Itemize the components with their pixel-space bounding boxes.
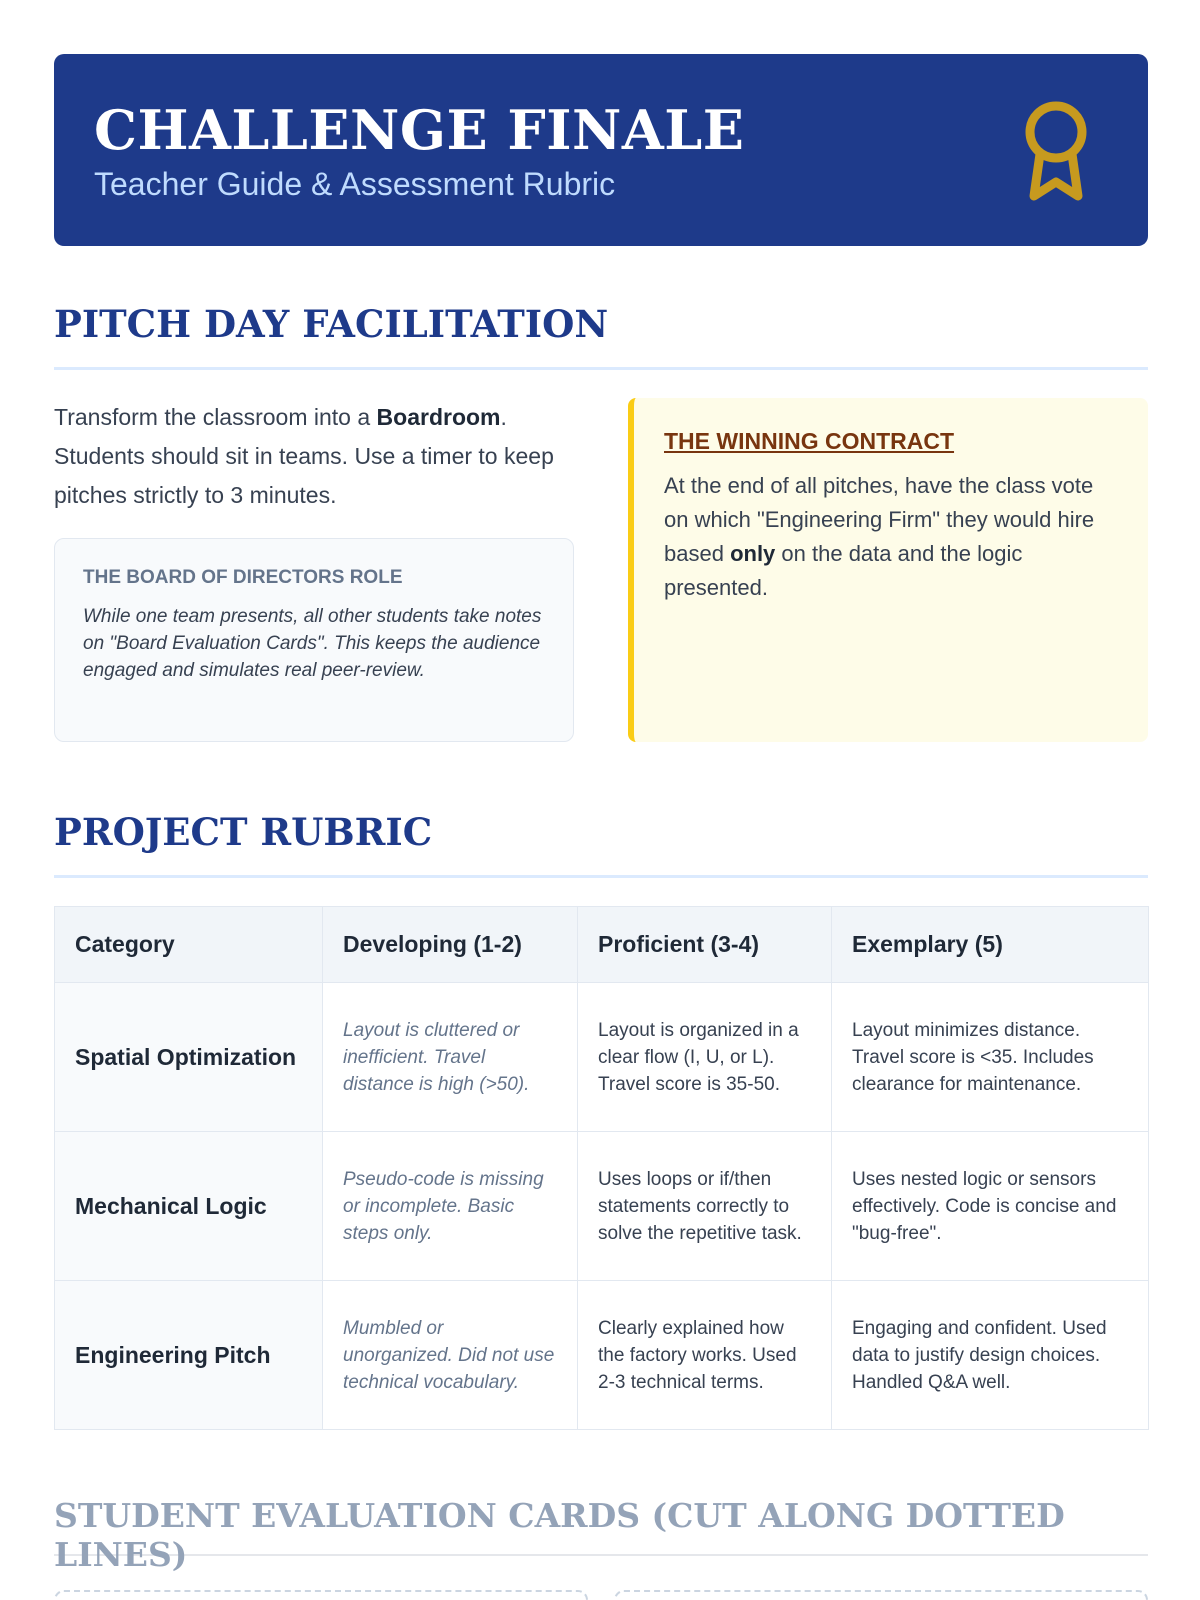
table-row <box>55 983 1149 1132</box>
intro-bold-term: Boardroom <box>376 404 501 430</box>
contract-box-title: THE WINNING CONTRACT <box>664 428 955 454</box>
evaluation-card-outline <box>54 1590 588 1600</box>
rubric-proficient-cell: Uses loops or if/then statements correctly to solve the repetitive task. <box>578 1132 832 1281</box>
rubric-category-cell: Engineering Pitch <box>55 1281 323 1430</box>
board-of-directors-box <box>54 538 574 742</box>
rubric-developing-cell: Layout is cluttered or inefficient. Travel distance is high (>50). <box>323 983 578 1132</box>
table-row <box>55 1281 1149 1430</box>
header-category: Category <box>55 907 323 983</box>
intro-text-part2: . Students should sit in teams. Use a timer to keep pitches strictly to 3 minutes. <box>54 404 554 508</box>
winning-contract-box <box>628 398 1148 742</box>
evaluation-cards-heading: STUDENT EVALUATION CARDS (CUT ALONG DOTTED LINES) <box>54 1496 1148 1556</box>
table-row <box>55 1132 1149 1281</box>
rubric-header-row <box>55 907 1149 983</box>
intro-text-part1: Transform the classroom into a <box>54 404 377 430</box>
rubric-exemplary-cell: Engaging and confident. Used data to justify design choices. Handled Q&A well. <box>832 1281 1149 1430</box>
rubric-exemplary-cell: Layout minimizes distance. Travel score is <35. Includes clearance for maintenance. <box>832 983 1149 1132</box>
evaluation-card-outline <box>614 1590 1148 1600</box>
rubric-proficient-cell: Layout is organized in a clear flow (I, U, or L). Travel score is 35-50. <box>578 983 832 1132</box>
header-exemplary: Exemplary (5) <box>832 907 1149 983</box>
title-banner <box>54 54 1148 246</box>
facilitation-intro <box>54 398 564 515</box>
rubric-heading: PROJECT RUBRIC <box>54 810 1148 878</box>
page-subtitle: Teacher Guide & Assessment Rubric <box>94 166 616 202</box>
header-proficient: Proficient (3-4) <box>578 907 832 983</box>
board-box-text: While one team presents, all other students take notes on "Board Evaluation Cards". This keeps the audience engaged and simulates real peer-review. <box>83 606 542 681</box>
page-title: CHALLENGE FINALE <box>94 98 745 162</box>
contract-text-part2: on the data and the logic presented. <box>664 541 1023 600</box>
contract-bold-term: only <box>730 541 776 566</box>
rubric-developing-cell: Pseudo-code is missing or incomplete. Basic steps only. <box>323 1132 578 1281</box>
contract-text-part1: At the end of all pitches, have the class vote on which "Engineering Firm" they would hire based <box>664 473 1095 566</box>
award-ribbon-icon <box>1024 100 1088 204</box>
rubric-proficient-cell: Clearly explained how the factory works. Used 2-3 technical terms. <box>578 1281 832 1430</box>
rubric-category-cell: Mechanical Logic <box>55 1132 323 1281</box>
rubric-table <box>54 906 1149 1430</box>
contract-box-text <box>664 469 1118 605</box>
facilitation-heading: PITCH DAY FACILITATION <box>54 302 1148 370</box>
header-developing: Developing (1-2) <box>323 907 578 983</box>
board-box-title: THE BOARD OF DIRECTORS ROLE <box>83 567 403 588</box>
rubric-developing-cell: Mumbled or unorganized. Did not use technical vocabulary. <box>323 1281 578 1430</box>
rubric-exemplary-cell: Uses nested logic or sensors effectively. Code is concise and "bug-free". <box>832 1132 1149 1281</box>
rubric-category-cell: Spatial Optimization <box>55 983 323 1132</box>
